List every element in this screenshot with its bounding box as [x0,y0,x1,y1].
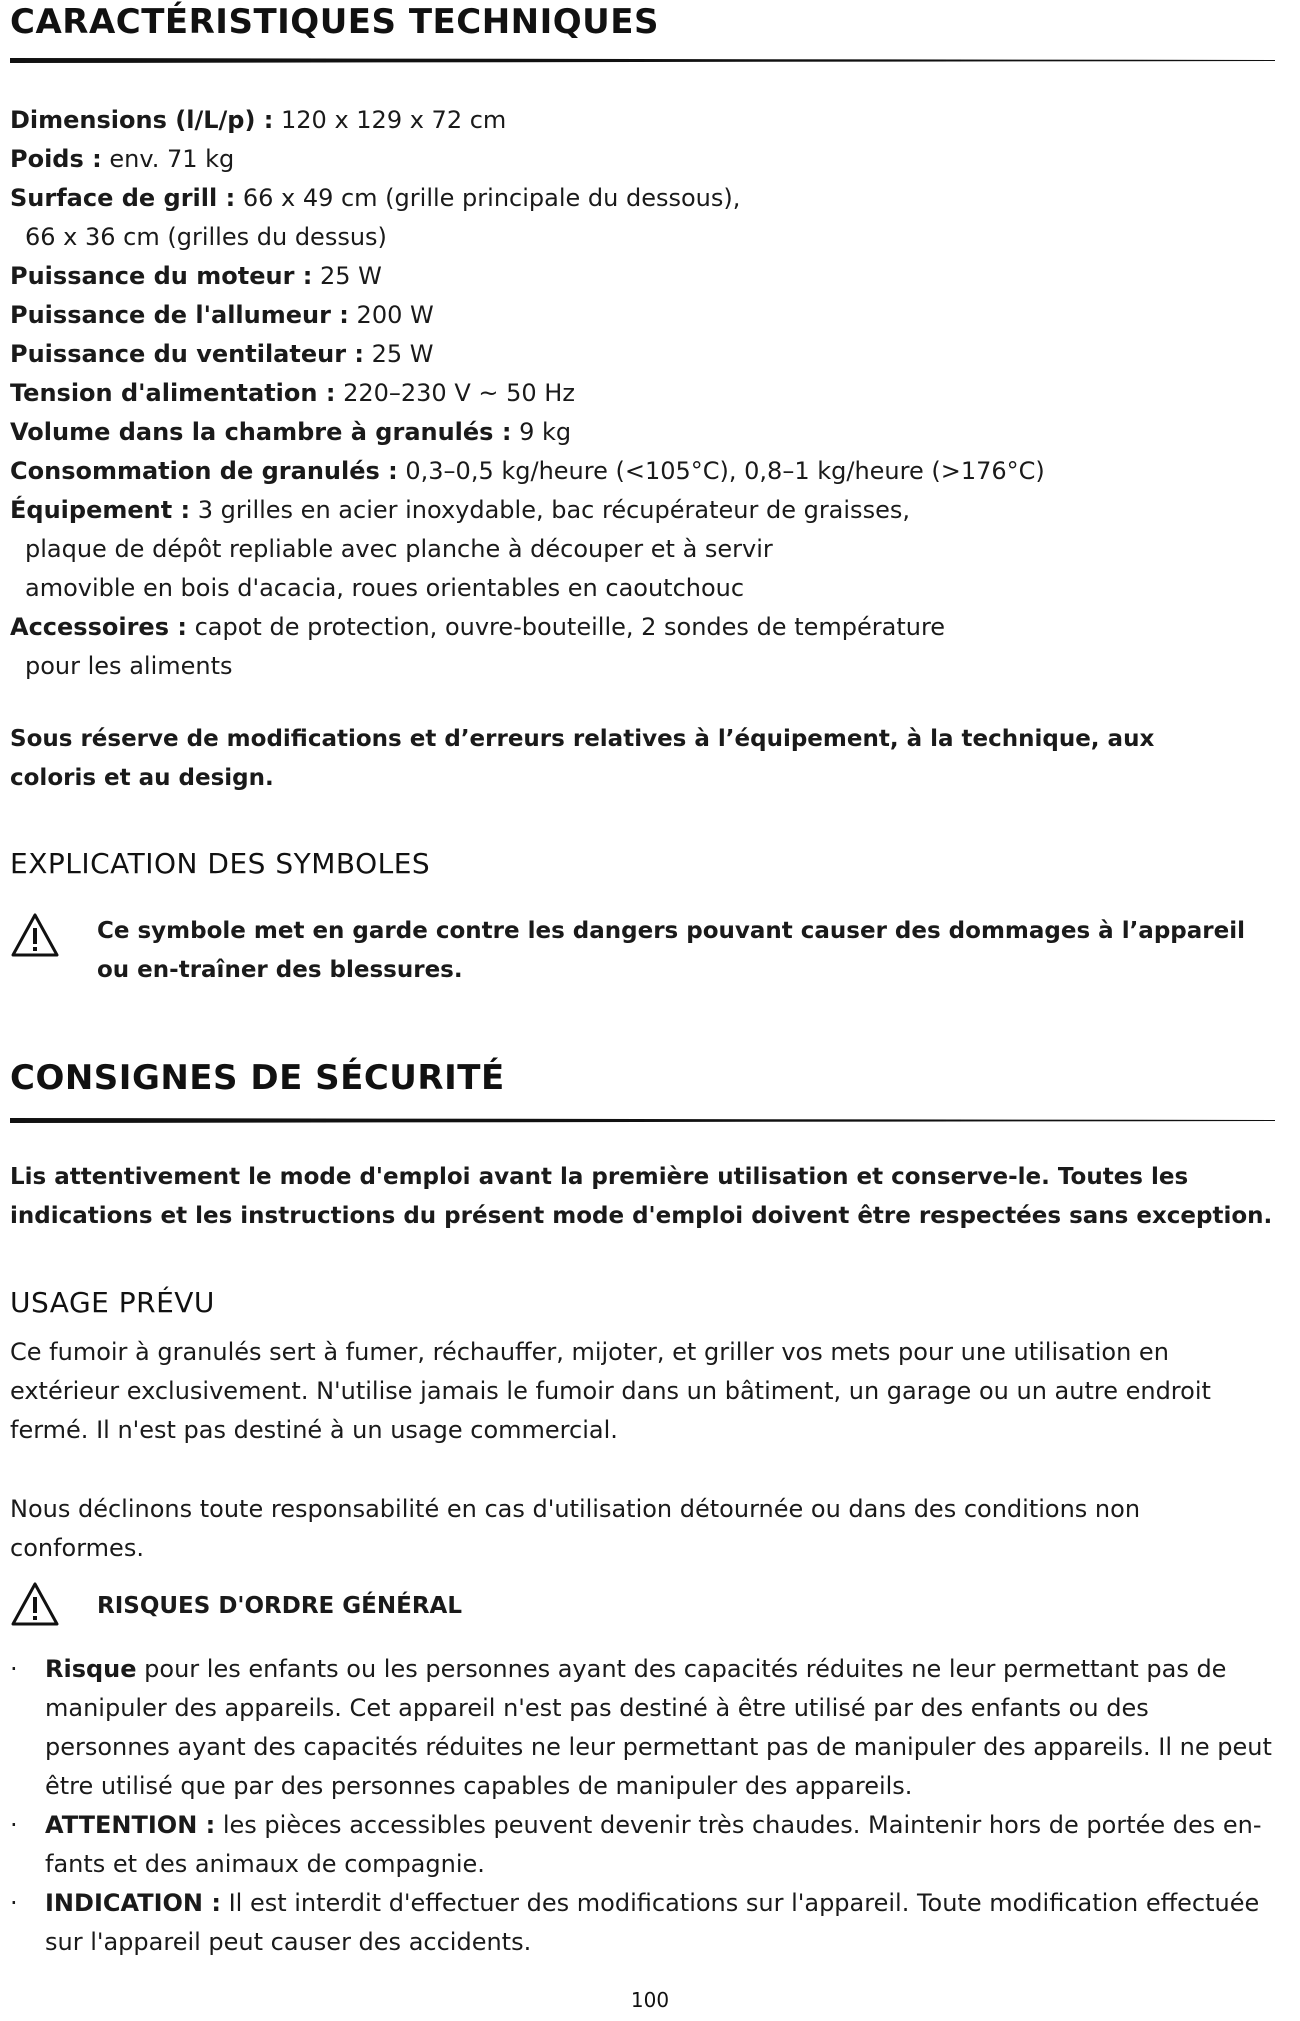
spec-pellet-consumption: Consommation de granulés : 0,3–0,5 kg/heure (<105°C), 0,8–1 kg/heure (>176°C) [10,457,1045,485]
page-number: 100 [630,1988,670,2012]
spec-grill-surface: Surface de grill : 66 x 49 cm (grille principale du dessous), [10,184,741,212]
spec-equipment: Équipement : 3 grilles en acier inoxydable, bac récupérateur de graisses, [10,496,910,524]
usage-paragraph-1: Ce fumoir à granulés sert à fumer, réchauffer, mijoter, et griller vos mets pour une utilisation en extérieur exclusivement. N'utilise jamais le fumoir dans un bâtiment, un garage ou un autre endroit fermé. Il n'est pas destiné à un usage commercial. [10,1338,1211,1444]
spec-grill-surface-cont: 66 x 36 cm (grilles du dessus) [25,223,387,251]
safety-title-rule [10,1118,1275,1123]
spec-pellet-volume: Volume dans la chambre à granulés : 9 kg [10,418,572,446]
risks-header [10,1581,462,1627]
symbols-title: EXPLICATION DES SYMBOLES [10,847,431,880]
tech-disclaimer: Sous réserve de modifications et d’erreurs relatives à l’équipement, à la technique, aux coloris et au design. [10,726,1155,791]
spec-voltage: Tension d'alimentation : 220–230 V ~ 50 Hz [10,379,575,407]
safety-title: CONSIGNES DE SÉCURITÉ [10,1058,505,1098]
symbols-warning-row [10,912,1270,990]
symbols-warning-text: Ce symbole met en garde contre les dangers pouvant causer des dommages à l’appareil ou en-traîner des blessures. [97,918,1245,983]
spec-dimensions: Dimensions (l/L/p) : 120 x 129 x 72 cm [10,106,507,134]
bullet-icon: · [10,1889,18,1917]
safety-intro: Lis attentivement le mode d'emploi avant la première utilisation et conserve-le. Toutes les indications et les instructions du présent mode d'emploi doivent être respectées sans exception. [10,1164,1273,1229]
spec-accessories-cont: pour les aliments [25,652,233,680]
list-item: · Risque pour les enfants ou les personnes ayant des capacités réduites ne leur permettant pas de manipuler des appareils. Cet appareil n'est pas destiné à être utilisé par des enfants ou des personnes ayant des capacités réduites ne leur permettant pas de manipuler des appareils. Il ne peut être utilisé que par des personnes capables de manipuler des appareils. [10,1650,1280,1806]
spec-equipment-cont-2: amovible en bois d'acacia, roues orientables en caoutchouc [25,574,745,602]
spec-weight: Poids : env. 71 kg [10,145,235,173]
spec-fan-power: Puissance du ventilateur : 25 W [10,340,434,368]
tech-title: CARACTÉRISTIQUES TECHNIQUES [10,2,660,42]
tech-specs-list [10,101,1045,686]
spec-equipment-cont-1: plaque de dépôt repliable avec planche à découper et à servir [25,535,773,563]
tech-title-rule [10,58,1275,63]
warning-triangle-icon [10,1581,60,1627]
risks-list [10,1650,1280,1962]
bullet-icon: · [10,1811,18,1839]
usage-paragraph-2: Nous déclinons toute responsabilité en cas d'utilisation détournée ou dans des conditions non conformes. [10,1495,1141,1562]
warning-triangle-icon [10,912,60,958]
list-item: · ATTENTION : les pièces accessibles peuvent devenir très chaudes. Maintenir hors de portée des en-fants et des animaux de compagnie. [10,1806,1280,1884]
spec-igniter-power: Puissance de l'allumeur : 200 W [10,301,434,329]
spec-accessories: Accessoires : capot de protection, ouvre-bouteille, 2 sondes de température [10,613,946,641]
spec-motor-power: Puissance du moteur : 25 W [10,262,382,290]
risks-title: RISQUES D'ORDRE GÉNÉRAL [97,1593,462,1619]
usage-title: USAGE PRÉVU [10,1286,215,1319]
bullet-icon: · [10,1655,18,1683]
list-item: · INDICATION : Il est interdit d'effectuer des modifications sur l'appareil. Toute modification effectuée sur l'appareil peut causer des accidents. [10,1884,1280,1962]
